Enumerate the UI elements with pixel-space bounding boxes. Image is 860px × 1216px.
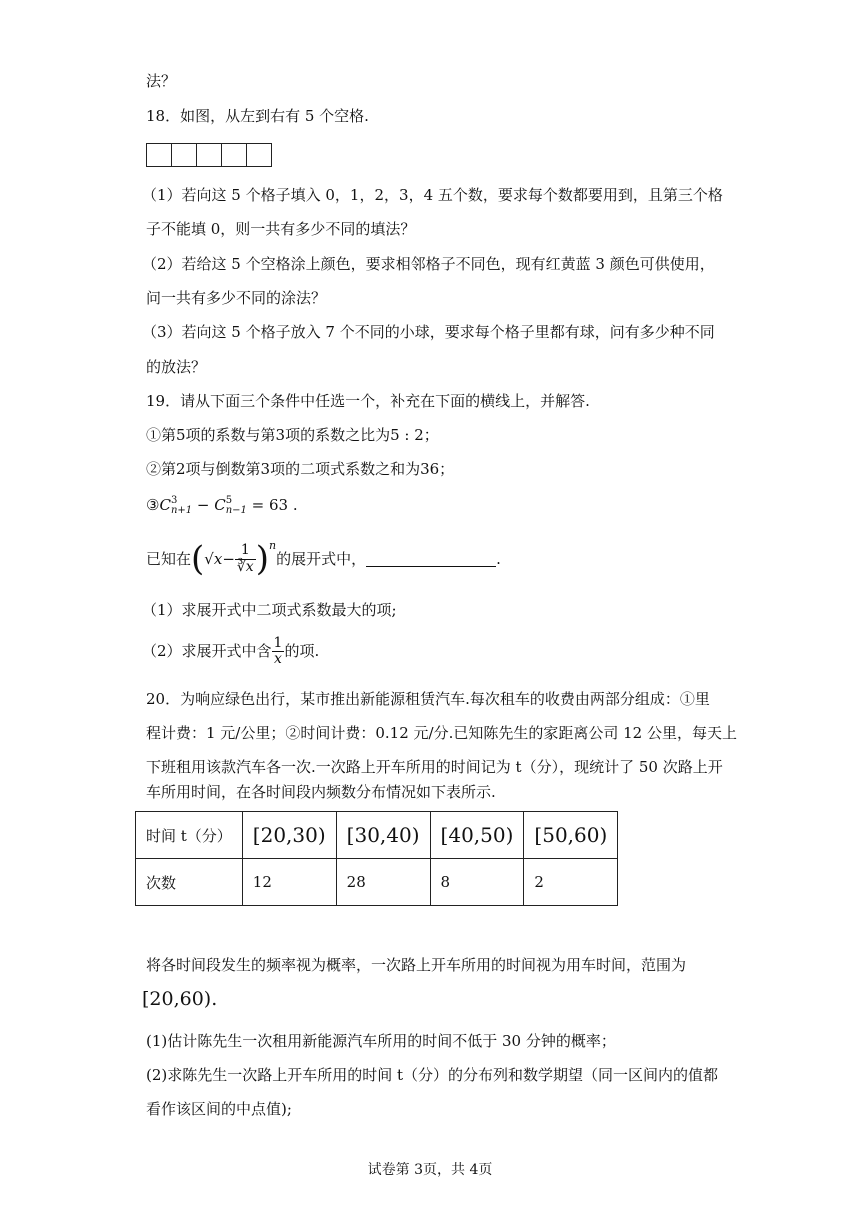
- right-paren: ): [255, 539, 269, 579]
- denominator: x: [274, 651, 282, 668]
- table-row: [136, 812, 618, 859]
- five-blank-cells: [146, 143, 272, 167]
- q18-part3-line2: 的放法？: [146, 358, 207, 376]
- cell-1: [147, 144, 172, 166]
- q20-part-1: (1)估计陈先生一次租用新能源汽车所用的时间不低于 30 分钟的概率；: [146, 1032, 616, 1050]
- superscript: 5: [225, 495, 233, 506]
- cell-2: [172, 144, 197, 166]
- period: .: [496, 549, 501, 568]
- known-prefix: 已知在: [146, 549, 192, 568]
- subscript: n+1: [170, 505, 193, 516]
- numerator: 1: [235, 543, 256, 559]
- left-paren: (: [191, 539, 205, 579]
- table-cell: 次数: [136, 859, 243, 906]
- cell-3: [197, 144, 222, 166]
- q18-part1-line1: （1）若向这 5 个格子填入 0，1，2，3，4 五个数，要求每个数都要用到，且第三个格: [142, 186, 723, 204]
- q19-condition-2: ②第2项与倒数第3项的二项式系数之和为36；: [146, 460, 455, 478]
- question-20-line2: 程计费：1 元/公里；②时间计费：0.12 元/分.已知陈先生的家距离公司 12 公里，每天上: [146, 724, 737, 742]
- fraction-1-over-x: [272, 636, 285, 668]
- question-19-title: 19．请从下面三个条件中任选一个，补充在下面的横线上，并解答.: [146, 392, 590, 410]
- cell-4: [222, 144, 247, 166]
- part2-suffix: 的项.: [284, 642, 320, 661]
- q19-part-2: [142, 636, 319, 668]
- q18-part2-line1: （2）若给这 5 个空格涂上颜色，要求相邻格子不同色，现有红黄蓝 3 颜色可供使用，: [142, 255, 715, 273]
- question-18-title: 18．如图，从左到右有 5 个空格.: [146, 107, 369, 125]
- q19-known-line: [146, 539, 501, 579]
- table-cell: 2: [524, 859, 618, 906]
- q18-part1-line2: 子不能填 0，则一共有多少不同的填法？: [146, 220, 416, 238]
- known-suffix: 的展开式中，: [276, 549, 367, 568]
- equation-rhs: = 63 .: [246, 496, 298, 514]
- combination-c: C: [214, 496, 226, 514]
- table-cell: 12: [242, 859, 336, 906]
- subscript: n−1: [225, 505, 247, 516]
- q20-part-2-line1: (2)求陈先生一次路上开车所用的时间 t（分）的分布列和数学期望（同一区间内的值都: [146, 1066, 719, 1084]
- table-cell: 28: [336, 859, 430, 906]
- denominator: ∛x: [236, 558, 254, 575]
- q20-paragraph-line1: 将各时间段发生的频率视为概率，一次路上开车所用的时间视为用车时间，范围为: [146, 956, 687, 974]
- page-footer: 试卷第 3页，共 4页: [367, 1162, 493, 1178]
- circled-3: ③: [146, 496, 160, 514]
- part2-prefix: （2）求展开式中含: [142, 642, 272, 661]
- question-20-line4: 车所用时间，在各时间段内频数分布情况如下表所示.: [146, 783, 496, 801]
- table-header-cell: 时间 t（分）: [136, 812, 243, 859]
- q19-condition-1: ①第5项的系数与第3项的系数之比为5 : 2；: [146, 426, 439, 444]
- q18-part3-line1: （3）若向这 5 个格子放入 7 个不同的小球，要求每个格子里都有球，问有多少种不同: [142, 323, 715, 341]
- text-line: 法？: [146, 72, 177, 90]
- q18-part2-line2: 问一共有多少不同的涂法？: [146, 289, 327, 307]
- cell-5: [247, 144, 271, 166]
- q20-paragraph-line2: [20,60).: [142, 988, 218, 1010]
- question-20-line3: 下班租用该款汽车各一次.一次路上开车所用的时间记为 t（分），现统计了 50 次路上开: [146, 758, 723, 776]
- fraction: [235, 543, 256, 575]
- table-header-cell: [50,60): [524, 812, 618, 859]
- sqrt-x: √x: [204, 549, 223, 568]
- exponent-n: n: [268, 539, 277, 552]
- table-cell: 8: [430, 859, 524, 906]
- q20-part-2-line2: 看作该区间的中点值);: [146, 1100, 292, 1118]
- numerator: 1: [273, 635, 283, 651]
- frequency-table: [135, 811, 618, 906]
- fill-in-blank: [366, 552, 496, 567]
- question-20-line1: 20．为响应绿色出行，某市推出新能源租赁汽车.每次租车的收费由两部分组成：①里: [146, 690, 710, 708]
- minus-sign: −: [192, 496, 215, 514]
- q19-part-1: （1）求展开式中二项式系数最大的项;: [142, 601, 397, 619]
- combination-c: C: [159, 496, 171, 514]
- minus-sign: −: [222, 549, 235, 568]
- q19-condition-3: [146, 496, 298, 516]
- superscript: 3: [170, 495, 178, 506]
- table-header-cell: [30,40): [336, 812, 430, 859]
- table-header-cell: [40,50): [430, 812, 524, 859]
- table-row: [136, 859, 618, 906]
- table-header-cell: [20,30): [242, 812, 336, 859]
